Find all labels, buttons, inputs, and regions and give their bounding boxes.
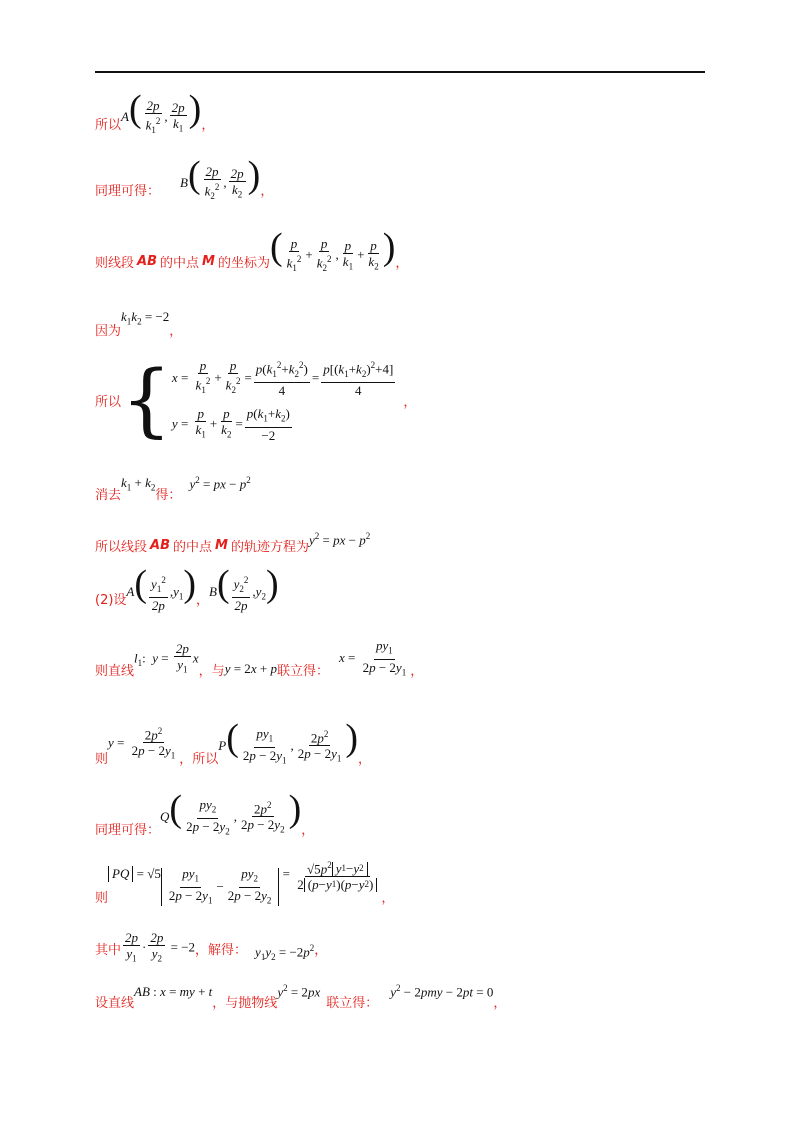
line-ab-formula: AB : x = my + t (134, 983, 213, 999)
line-3-end: ， (395, 256, 409, 272)
line-3-mid: 的中点 (160, 256, 200, 272)
line-14-mid: ，与抛物线 (212, 996, 278, 1011)
header-rule (95, 71, 705, 73)
line-14 (95, 982, 507, 1011)
line-1 (95, 88, 215, 148)
quadratic-formula: $y^2 - 2pmy - 2pt = 0$ (390, 982, 494, 1000)
line-3 (95, 226, 409, 286)
line-9-tail: 联立得： (276, 663, 329, 679)
line-4 (95, 308, 183, 339)
k-sum-formula: $k_1 + k_2$ (121, 474, 156, 493)
line-4-text: 因为 (95, 324, 122, 339)
line-1-text: 所以 (95, 118, 122, 134)
line-7-ab: AB (150, 538, 170, 553)
line-l1-formula: $l_1$: y = $\frac{2p}{y_1}$ x (134, 640, 199, 675)
line-13-mid: ，解得： (195, 942, 248, 958)
y-solution-formula: y = $\frac{2p^2}{2p - 2y_1}$ (108, 725, 176, 761)
line-5-text: 所以 (95, 394, 122, 410)
line-8-text: (2)设 (95, 593, 127, 609)
line-2-end: ， (260, 184, 274, 200)
parabola-formula: $y^2 = 2px$ (277, 982, 321, 1000)
line-11-end: ， (301, 823, 315, 839)
point-p-formula: P( $\frac{py_1}{2p - 2y_1}$ , $\frac{2p^2}{2p - 2y_1}$ ) (218, 717, 359, 766)
line-9 (95, 638, 424, 690)
line-13 (95, 930, 327, 967)
line-7-tail: 的轨迹方程为 (230, 540, 309, 555)
line-10-mid: ，所以 (179, 752, 219, 768)
line-11-text: 同理可得： (95, 823, 161, 839)
k-product-formula: $k_1k_2 = -2$ (121, 308, 170, 327)
line-13-end: ， (314, 942, 328, 958)
line-12-end: ， (381, 890, 395, 906)
line-5 (95, 353, 417, 447)
line-14-text: 设直线 (95, 996, 135, 1011)
line-12-text: 则 (95, 890, 109, 906)
equation-system: x = $\frac{p}{k_1^2}$ + $\frac{p}{k_2^2}$ = $\frac{p(k_1^2+k_2^2)}{4}$ = $\frac{p[(k_1+k_2)^2+4]}{4}$ y = $\frac{p}{k_1}$ + $\frac{p}{k_2}$ = $\frac{p(k_1+k_2)}{-2}$ (171, 358, 394, 443)
line-1-end: ， (201, 118, 215, 134)
point-a-formula: A( $\frac{2p}{k_1^2}$ , $\frac{2p}{k_1}$ ) (121, 88, 202, 135)
line-2 (95, 154, 274, 214)
line-6-mid: 得： (155, 488, 182, 503)
line-3-tail: 的坐标为 (217, 256, 270, 272)
line-6 (95, 474, 251, 503)
point-q-formula: Q( $\frac{py_2}{2p - 2y_2}$ , $\frac{2p^2}{2p - 2y_2}$ ) (160, 788, 302, 837)
y-product-formula: $y_1y_2 = -2p^2$ (255, 942, 315, 962)
line-7-text: 所以线段 (95, 540, 148, 555)
line-7-m: M (215, 538, 228, 553)
point-b-param: B( $\frac{y_2^2}{2p}$ $,y_2$) (209, 563, 279, 613)
line-3-text: 则线段 (95, 256, 135, 272)
line-7 (95, 530, 371, 555)
line-13-text: 其中 (95, 942, 122, 958)
midpoint-formula: ( $\frac{p}{k_1^2}$ + $\frac{p}{k_2^2}$ , $\frac{p}{k_1}$ + $\frac{p}{k_2}$ ) (269, 226, 396, 273)
line-11 (95, 790, 314, 839)
line-8 (95, 563, 279, 623)
line-12 (95, 858, 394, 906)
line-7-mid: 的中点 (173, 540, 213, 555)
line-6-text: 消去 (95, 488, 122, 503)
line-9-mid: ，与 (198, 663, 225, 679)
line-8-sep: ， (196, 593, 210, 609)
x-solution-formula: x = $\frac{py_1}{2p - 2y_1}$ (338, 638, 407, 678)
line-10-end: ， (358, 752, 372, 768)
pq-length-formula: PQ = √5 $\frac{py_1}{2p - 2y_1}$ − $\frac{py_2}{2p - 2y_2}$ = $√5p^2$ y 1 − y 2 2 ( p − y 1 )( p − y 2 ) (108, 858, 381, 906)
locus-formula-1: $y^2$ = px − $p^2$ (189, 474, 251, 492)
system-brace: { (121, 353, 172, 447)
line-2-text: 同理可得： (95, 184, 161, 200)
line-y-2x-p: y = 2x + p (224, 661, 277, 677)
slope-product-formula: $\frac{2p}{y_1}$ · $\frac{2p}{y_2}$ = −2 (125, 930, 196, 964)
line-5-end: ， (403, 394, 417, 410)
line-10 (95, 719, 371, 768)
line-4-end: ， (169, 324, 183, 339)
line-14-end: ， (493, 996, 507, 1011)
line-3-m: M (202, 254, 215, 270)
line-14-tail: 联立得： (326, 996, 379, 1011)
point-a-param: A( $\frac{y_1^2}{2p}$ $,y_1$) (126, 563, 196, 613)
line-9-end: ， (410, 663, 424, 679)
point-b-formula: B( $\frac{2p}{k_2^2}$ , $\frac{2p}{k_2}$ ) (180, 154, 261, 201)
line-10-text: 则 (95, 752, 109, 768)
line-3-ab: AB (137, 254, 157, 270)
line-9-text: 则直线 (95, 663, 135, 679)
locus-formula-2: $y^2$ = px − $p^2$ (308, 530, 371, 548)
